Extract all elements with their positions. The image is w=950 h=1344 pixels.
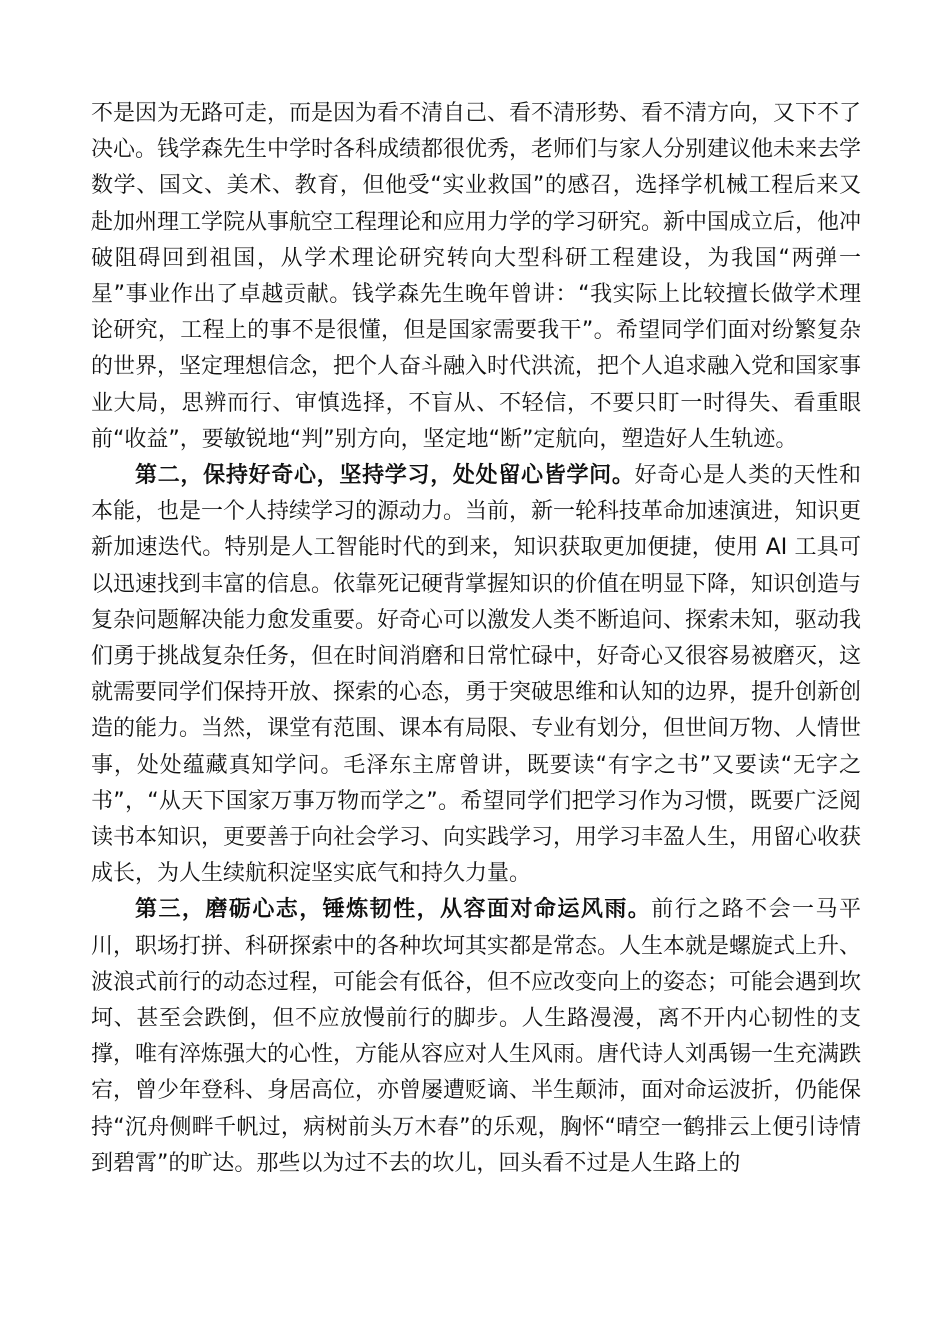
paragraph-second-point	[91, 458, 861, 892]
paragraph-body: 不是因为无路可走，而是因为看不清自己、看不清形势、看不清方向，又下不了决心。钱学森先生中学时各科成绩都很优秀，老师们与家人分别建议他未来去学数学、国文、美术、教育，但他受“实业救国”的感召，选择学机械工程后来又赴加州理工学院从事航空工程理论和应用力学的学习研究。新中国成立后，他冲破阻碍回到祖国，从学术理论研究转向大型科研工程建设，为我国“两弹一星”事业作出了卓越贡献。钱学森先生晚年曾讲：“我实际上比较擅长做学术理论研究，工程上的事不是很懂，但是国家需要我干”。希望同学们面对纷繁复杂的世界，坚定理想信念，把个人奋斗融入时代洪流，把个人追求融入党和国家事业大局，思辨而行、审慎选择，不盲从、不轻信，不要只盯一时得失、看重眼前“收益”，要敏锐地“判”别方向，坚定地“断”定航向，塑造好人生轨迹。	[91, 101, 862, 452]
document-body	[91, 96, 861, 1182]
paragraph-third-point	[91, 892, 861, 1182]
paragraph-heading: 第二，保持好奇心，坚持学习，处处留心皆学问。	[135, 463, 635, 489]
paragraph-continuation	[91, 96, 861, 458]
paragraph-heading: 第三，磨砺心志，锤炼韧性，从容面对命运风雨。	[135, 897, 652, 923]
paragraph-body: 前行之路不会一马平川，职场打拼、科研探索中的各种坎坷其实都是常态。人生本就是螺旋式上升、波浪式前行的动态过程，可能会有低谷，但不应改变向上的姿态；可能会遇到坎坷、甚至会跌倒，但不应放慢前行的脚步。人生路漫漫，离不开内心韧性的支撑，唯有淬炼强大的心性，方能从容应对人生风雨。唐代诗人刘禹锡一生充满跌宕，曾少年登科、身居高位，亦曾屡遭贬谪、半生颠沛，面对命运波折，仍能保持“沉舟侧畔千帆过，病树前头万木春”的乐观，胸怀“晴空一鹤排云上便引诗情到碧霄”的旷达。那些以为过不去的坎儿，回头看不过是人生路上的	[91, 897, 862, 1176]
paragraph-body: 好奇心是人类的天性和本能，也是一个人持续学习的源动力。当前，新一轮科技革命加速演进，知识更新加速迭代。特别是人工智能时代的到来，知识获取更加便捷，使用 AI 工具可以迅速找到丰富的信息。依靠死记硬背掌握知识的价值在明显下降，知识创造与复杂问题解决能力愈发重要。好奇心可以激发人类不断追问、探索未知，驱动我们勇于挑战复杂任务，但在时间消磨和日常忙碌中，好奇心又很容易被磨灭，这就需要同学们保持开放、探索的心态，勇于突破思维和认知的边界，提升创新创造的能力。当然，课堂有范围、课本有局限、专业有划分，但世间万物、人情世事，处处蕴藏真知学问。毛泽东主席曾讲，既要读“有字之书”又要读“无字之书”，“从天下国家万事万物而学之”。希望同学们把学习作为习惯，既要广泛阅读书本知识，更要善于向社会学习、向实践学习，用学习丰盈人生，用留心收获成长，为人生续航积淀坚实底气和持久力量。	[91, 463, 862, 887]
